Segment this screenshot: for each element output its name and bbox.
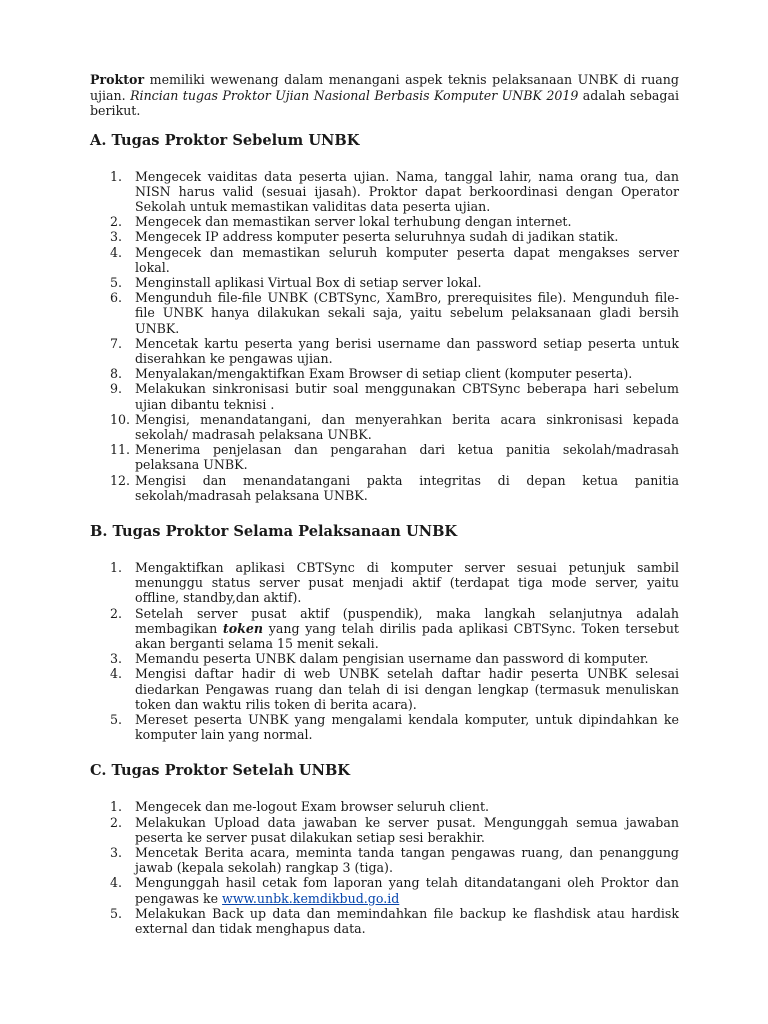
list-item-text: Mengunggah hasil cetak fom laporan yang telah ditandatangani oleh Proktor dan pengawas ke <box>135 875 679 906</box>
list-item-number: 1. <box>110 168 123 184</box>
list-item <box>90 229 679 244</box>
list-item-text: yang yang telah dirilis pada aplikasi CBTSync. Token tersebut akan berganti selama 15 menit sekali. <box>135 620 679 651</box>
intro-bold: Proktor <box>90 72 145 87</box>
intro-text-2: adalah sebagai berikut. <box>90 87 679 118</box>
list-item-text: Mencetak kartu peserta yang berisi username dan password setiap peserta untuk diserahkan ke pengawas ujian. <box>135 335 679 366</box>
list-item-number: 11. <box>110 442 131 458</box>
list-item <box>90 606 679 652</box>
list-item-text: Menginstall aplikasi Virtual Box di setiap server lokal. <box>135 274 482 290</box>
list-item-number: 6. <box>110 290 123 306</box>
list-item <box>90 560 679 606</box>
list-item <box>90 712 679 742</box>
list-item-text: Mengecek IP address komputer peserta seluruhnya sudah di jadikan statik. <box>135 229 619 245</box>
list-item-number: 4. <box>110 875 123 891</box>
list-item <box>90 442 679 472</box>
document-page <box>90 72 679 956</box>
list-item-text: Setelah server pusat aktif (puspendik), maka langkah selanjutnya adalah membagikan <box>135 605 679 636</box>
list-item-text: Mengecek dan me-logout Exam browser seluruh client. <box>135 799 490 815</box>
list-item-text: Memandu peserta UNBK dalam pengisian username dan password di komputer. <box>135 651 649 667</box>
list-item-number: 3. <box>110 845 123 861</box>
task-list <box>90 799 679 936</box>
list-item-number: 10. <box>110 411 131 427</box>
list-item <box>90 412 679 442</box>
list-item-text: Mengisi daftar hadir di web UNBK setelah daftar hadir peserta UNBK selesai diedarkan Pengawas ruang dan telah di isi dengan lengkap (termasuk menuliskan token dan waktu rilis token di berita acara). <box>135 666 679 712</box>
list-item-text: Mencetak Berita acara, meminta tanda tangan pengawas ruang, dan penanggung jawab (kepala sekolah) rangkap 3 (tiga). <box>135 845 679 876</box>
list-item <box>90 381 679 411</box>
list-item-number: 2. <box>110 605 123 621</box>
list-item <box>90 275 679 290</box>
list-item-number: 1. <box>110 559 123 575</box>
list-item-number: 7. <box>110 335 123 351</box>
list-item-text: Mengecek dan memastikan seluruh komputer peserta dapat mengakses server lokal. <box>135 244 679 275</box>
list-item-number: 3. <box>110 229 123 245</box>
list-item <box>90 366 679 381</box>
task-list <box>90 169 679 503</box>
list-item <box>90 845 679 875</box>
list-item-text: Mengisi, menandatangani, dan menyerahkan berita acara sinkronisasi kepada sekolah/ madrasah pelaksana UNBK. <box>135 411 679 442</box>
intro-paragraph <box>90 72 679 119</box>
list-item <box>90 906 679 936</box>
list-item-text: Mereset peserta UNBK yang mengalami kendala komputer, untuk dipindahkan ke komputer lain yang normal. <box>135 712 679 743</box>
section-heading: C. Tugas Proktor Setelah UNBK <box>90 762 350 780</box>
list-item-number: 4. <box>110 666 123 682</box>
list-item-number: 8. <box>110 366 123 382</box>
list-item <box>90 651 679 666</box>
list-item <box>90 336 679 366</box>
list-item-text: Mengunduh file-file UNBK (CBTSync, XamBro, prerequisites file). Mengunduh file-file UNBK hanya dilakukan sekali saja, yaitu sebelum pelaksanaan gladi bersih UNBK. <box>135 290 679 336</box>
list-item-number: 12. <box>110 472 131 488</box>
task-list <box>90 560 679 742</box>
sections-container <box>90 132 679 937</box>
list-item-text: Melakukan Upload data jawaban ke server pusat. Mengunggah semua jawaban peserta ke server pusat dilakukan setiap sesi berakhir. <box>135 814 679 845</box>
list-item <box>90 815 679 845</box>
list-item-text: Mengaktifkan aplikasi CBTSync di komputer server sesuai petunjuk sambil menunggu status server pusat menjadi aktif (terdapat tiga mode server, yaitu offline, standby,dan aktif). <box>135 559 679 606</box>
list-item <box>90 875 679 905</box>
list-item <box>90 473 679 503</box>
section-heading: B. Tugas Proktor Selama Pelaksanaan UNBK <box>90 522 458 540</box>
list-item <box>90 169 679 215</box>
list-item-number: 2. <box>110 814 123 830</box>
list-item-text: Mengecek dan memastikan server lokal terhubung dengan internet. <box>135 214 572 230</box>
list-item <box>90 245 679 275</box>
list-item-text: Mengecek vaiditas data peserta ujian. Nama, tanggal lahir, nama orang tua, dan NISN harus valid (sesuai ijasah). Proktor dapat berkoordinasi dengan Operator Sekolah untuk memastikan validitas data peserta ujian. <box>135 168 679 214</box>
list-item-number: 2. <box>110 214 123 230</box>
list-item-text: Menyalakan/mengaktifkan Exam Browser di setiap client (komputer peserta). <box>135 366 633 382</box>
token-emphasis: token <box>222 620 264 636</box>
list-item-number: 5. <box>110 905 123 921</box>
list-item <box>90 666 679 712</box>
list-item-text: Melakukan sinkronisasi butir soal menggunakan CBTSync beberapa hari sebelum ujian dibantu teknisi . <box>135 381 679 412</box>
list-item-text: Menerima penjelasan dan pengarahan dari ketua panitia sekolah/madrasah pelaksana UNBK. <box>135 442 679 473</box>
list-item-number: 3. <box>110 651 123 667</box>
intro-text-1: memiliki wewenang dalam menangani aspek teknis pelaksanaan UNBK di ruang ujian. <box>90 72 679 103</box>
list-item-number: 9. <box>110 381 123 397</box>
list-item-number: 5. <box>110 712 123 727</box>
list-item-number: 4. <box>110 244 123 260</box>
list-item-text: Mengisi dan menandatangani pakta integritas di depan ketua panitia sekolah/madrasah pelaksana UNBK. <box>135 472 679 503</box>
list-item <box>90 214 679 229</box>
list-item-number: 5. <box>110 274 123 290</box>
list-item <box>90 799 679 814</box>
intro-italic: Rincian tugas Proktor Ujian Nasional Berbasis Komputer UNBK 2019 <box>130 87 579 103</box>
list-item <box>90 290 679 336</box>
section-heading: A. Tugas Proktor Sebelum UNBK <box>90 131 360 149</box>
list-item-text: Melakukan Back up data dan memindahkan file backup ke flashdisk atau hardisk external dan tidak menghapus data. <box>135 905 679 937</box>
unbk-website-link[interactable]: www.unbk.kemdikbud.go.id <box>222 890 400 906</box>
list-item-number: 1. <box>110 799 123 815</box>
